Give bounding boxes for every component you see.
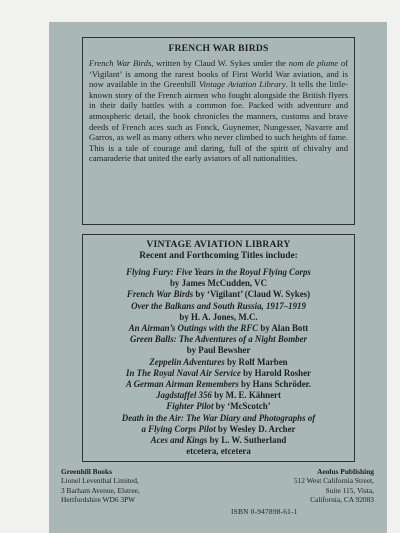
back-cover — [49, 22, 387, 533]
book-title: Jagdstaffel 356 — [156, 390, 212, 401]
book-title: Zeppelin Adventures — [149, 356, 225, 367]
french-war-birds-box — [82, 37, 355, 225]
book-title: An Airman’s Outings with the RFC — [128, 323, 259, 334]
address-line: 3 Barham Avenue, Elstree, — [61, 485, 140, 495]
etcetera: etcetera, etcetera — [186, 446, 251, 457]
book-title: Aces and Kings — [150, 435, 208, 446]
book-author: by Harold Rosher — [240, 367, 311, 378]
text-run: , written by Claud W. Sykes under the — [151, 58, 289, 68]
book-author: by ‘Vigilant’ (Claud W. Sykes) — [193, 289, 311, 300]
text-run: of ‘Vigilant’ is among the rarest books of First World War aviation, and is now available in the Greenhill — [89, 58, 349, 90]
book-author: by ‘McScotch’ — [213, 401, 271, 412]
book-title: In The Royal Naval Air Service — [126, 367, 241, 378]
italic-phrase: Vintage Aviation Library — [198, 79, 286, 90]
address-line: Suite 115, Vista, — [325, 485, 374, 495]
title-entry — [83, 435, 354, 446]
book-author: by Hans Schröder. — [238, 379, 311, 390]
title-entry — [83, 267, 354, 278]
book-author: by Rolf Marben — [224, 356, 288, 367]
address-line: California, CA 92083 — [310, 495, 374, 505]
title-entry — [83, 390, 354, 401]
isbn: ISBN 0-947898-61-1 — [231, 507, 298, 516]
book-title: a Flying Corps Pilot — [141, 423, 216, 434]
book-title: Green Balls: The Adventures of a Night Bomber — [130, 334, 307, 345]
book-author: by L. W. Sutherland — [207, 435, 287, 446]
text-run: . It tells the little-known story of the French airmen who fought alongside the British flyers in their daily battles with a common foe. Packed with adventure and atmospheric detail, the book chronicles the manners, customs and brave deeds of French aces such as Fonck, Guynemer, Nungesser, Navarre and Garros, as well as many others who never climbed to such heights of fame. This is a tale of courage and daring, full of the spirit of chivalry and camaraderie that united the early aviators of all nationalities. — [89, 79, 348, 164]
book-title: Over the Balkans and South Russia, 1917–1919 — [131, 300, 306, 311]
book-title: Flying Fury: Five Years in the Royal Flying Corps — [126, 267, 311, 277]
title-entry — [83, 334, 354, 345]
title-list — [83, 267, 354, 446]
title-entry — [83, 301, 354, 312]
book-title: French War Birds — [126, 289, 194, 300]
title-entry — [83, 278, 354, 289]
book-author: by Alan Bott — [258, 323, 309, 334]
publisher-name: Greenhill Books — [61, 467, 112, 476]
title-entry — [83, 323, 354, 334]
book-title: A German Airman Remembers — [125, 379, 239, 390]
box-title: FRENCH WAR BIRDS — [168, 43, 269, 54]
book-author: by Wesley D. Archer — [215, 423, 296, 434]
italic-phrase: nom de plume — [288, 58, 339, 68]
book-author: by James McCudden, VC — [170, 278, 267, 289]
title-entry — [83, 289, 354, 300]
publisher-uk — [61, 467, 140, 505]
title-entry — [83, 345, 354, 356]
title-entry — [83, 424, 354, 435]
publisher-name: Aeolus Publishing — [317, 467, 374, 476]
title-entry — [83, 401, 354, 412]
title-entry — [83, 357, 354, 368]
address-line: Hertfordshire WD6 3PW — [61, 495, 136, 505]
description-paragraph — [89, 58, 348, 164]
book-author: by Paul Bewsher — [186, 345, 251, 356]
address-line: Lionel Leventhal Limited, — [61, 476, 139, 486]
book-title: Fighter Pilot — [166, 401, 214, 412]
library-subtitle: Recent and Forthcoming Titles include: — [139, 251, 298, 261]
title-entry — [83, 379, 354, 390]
book-title: Death in the Air: The War Diary and Photographs of — [121, 412, 316, 423]
publisher-us — [294, 467, 374, 505]
book-author: by H. A. Jones, M.C. — [179, 311, 258, 322]
title-entry — [83, 413, 354, 424]
italic-phrase: French War Birds — [89, 58, 152, 68]
title-entry — [83, 312, 354, 323]
book-author: by M. E. Kähnert — [211, 390, 281, 401]
library-title: VINTAGE AVIATION LIBRARY — [146, 239, 291, 250]
title-entry — [83, 368, 354, 379]
address-line: 512 West California Street, — [293, 476, 374, 486]
vintage-aviation-library-box — [82, 234, 355, 462]
